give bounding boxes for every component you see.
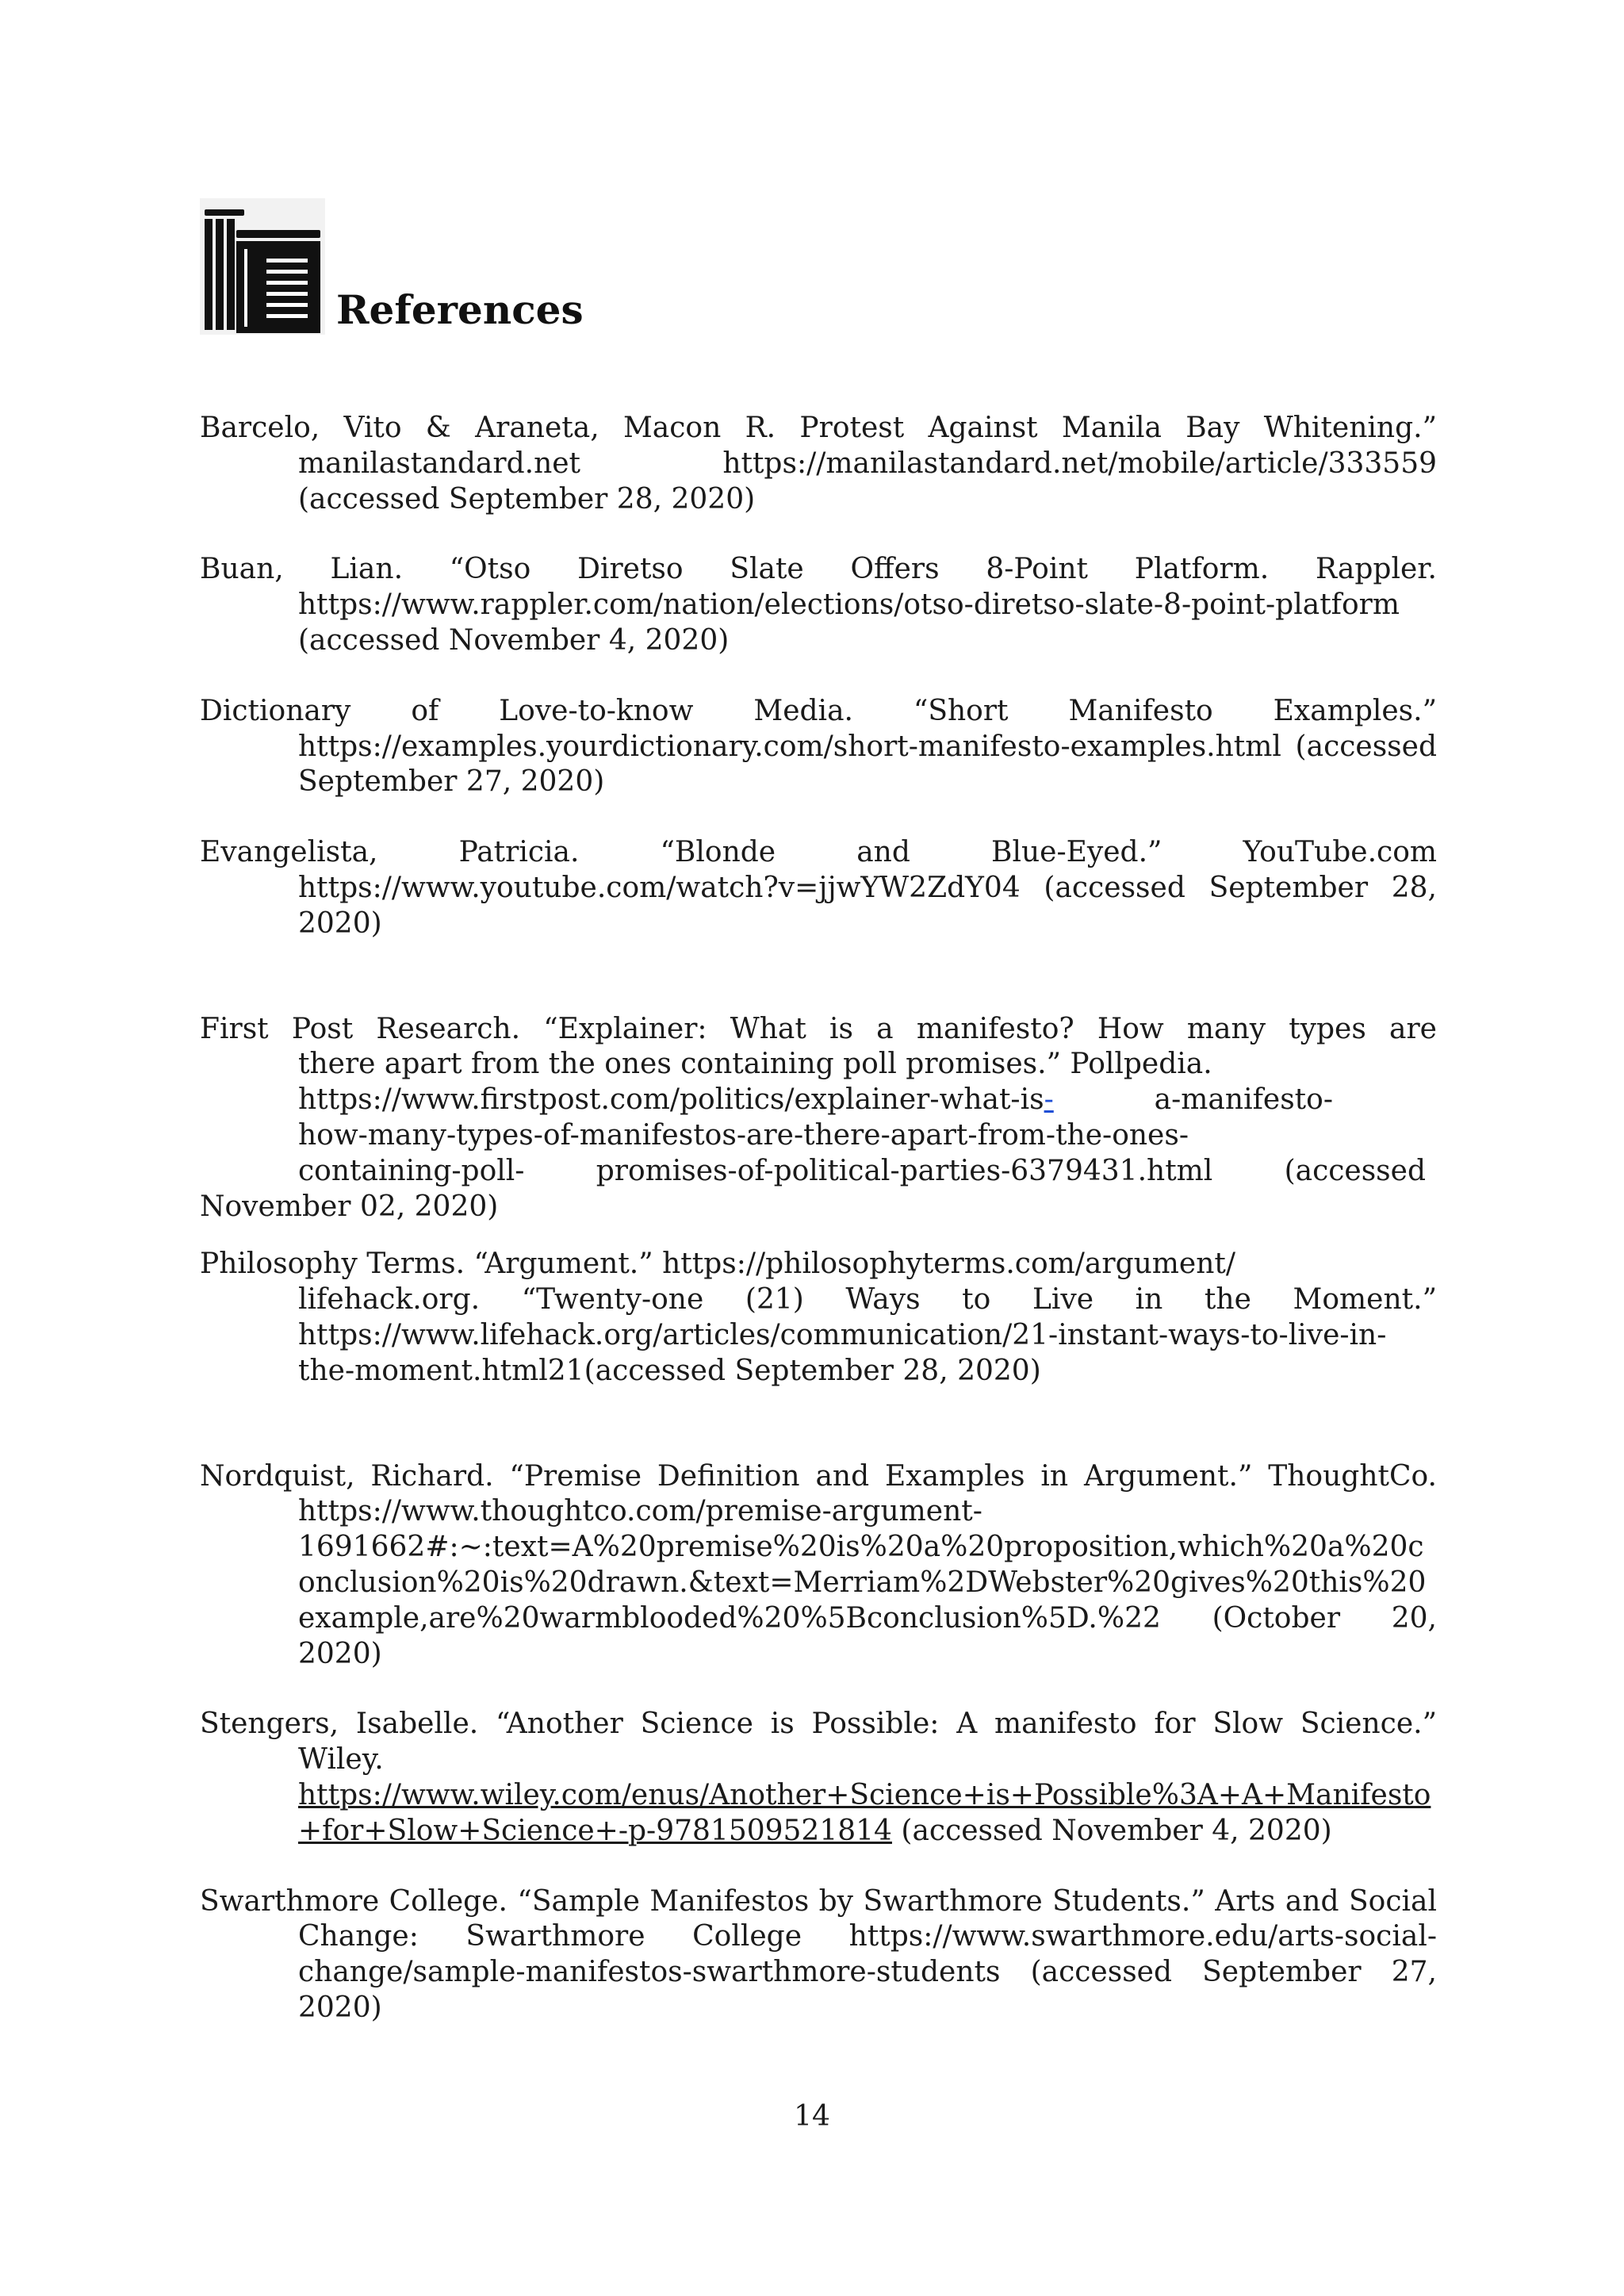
reference-line: First Post Research. “Explainer: What is a manifesto? How many types are xyxy=(200,1012,1437,1045)
section-heading xyxy=(200,198,584,335)
reference-line: lifehack.org. “Twenty-one (21) Ways to Live in the Moment.” https://www.lifehack.org/articles/communication/21-instant-ways-to-live-in-the-moment.html21(accessed September 28, 2020) xyxy=(298,1283,1437,1387)
reference-line: there apart from the ones containing poll promises.” Pollpedia. xyxy=(298,1048,1212,1081)
reference-entry: Buan, Lian. “Otso Diretso Slate Offers 8-Point Platform. Rappler. https://www.rappler.com/nation/elections/otso-diretso-slate-8-point-platform (accessed November 4, 2020) xyxy=(200,553,1437,657)
reference-url-part: promises-of-political-parties-6379431.html xyxy=(596,1154,1213,1187)
reference-line xyxy=(298,1083,1333,1118)
reference-url-part: containing-poll- xyxy=(298,1154,525,1187)
reference-entry: Dictionary of Love-to-know Media. “Short Manifesto Examples.” https://examples.yourdictionary.com/short-manifesto-examples.html (accessed September 27, 2020) xyxy=(200,694,1437,799)
reference-entry xyxy=(200,1707,1437,1849)
reference-url-part: (accessed xyxy=(1284,1154,1426,1187)
reference-text: Stengers, Isabelle. “Another Science is Possible: A manifesto for Slow Science.” Wiley. xyxy=(200,1708,1437,1777)
reference-entry xyxy=(200,1247,1437,1389)
reference-entry xyxy=(200,1012,1437,1225)
reference-line: how-many-types-of-manifestos-are-there-apart-from-the-ones- xyxy=(298,1118,1189,1152)
reference-line: Philosophy Terms. “Argument.” https://philosophyterms.com/argument/ xyxy=(200,1248,1236,1281)
reference-entry: Swarthmore College. “Sample Manifestos by Swarthmore Students.” Arts and Social Change: Swarthmore College https://www.swarthmore.edu/arts-social-change/sample-manifestos-swarthmore-students (accessed September 27, 2020) xyxy=(200,1884,1437,2024)
reference-entry: Nordquist, Richard. “Premise Definition and Examples in Argument.” ThoughtCo. https://www.thoughtco.com/premise-argument-1691662#:~:text=A%20premise%20is%20a%20proposition,which%20a%20conclusion%20is%20drawn.&text=Merriam%2DWebster%20gives%20this%20example,are%20warmblooded%20%5Bconclusion%5D.%22 (October 20, 2020) xyxy=(200,1459,1437,1670)
reference-url-part: a-manifesto- xyxy=(1154,1083,1333,1117)
reference-line: November 02, 2020) xyxy=(200,1190,499,1223)
page-title: References xyxy=(336,286,584,333)
reference-entry: Evangelista, Patricia. “Blonde and Blue-Eyed.” YouTube.com https://www.youtube.com/watch?v=jjwYW2ZdY04 (accessed September 28, 2020) xyxy=(200,836,1437,940)
books-icon xyxy=(200,198,325,335)
reference-list xyxy=(200,411,1437,2061)
reference-text: (accessed November 4, 2020) xyxy=(891,1814,1332,1847)
reference-link[interactable]: - xyxy=(1044,1083,1054,1117)
reference-line xyxy=(298,1154,1426,1190)
page-number: 14 xyxy=(794,2100,830,2133)
reference-entry: Barcelo, Vito & Araneta, Macon R. Protest Against Manila Bay Whitening.” manilastandard.net https://manilastandard.net/mobile/article/333559 (accessed September 28, 2020) xyxy=(200,412,1437,516)
reference-link[interactable]: https://www.wiley.com/enus/Another+Science+is+Possible%3A+A+Manifesto+for+Slow+Science+-p-9781509521814 xyxy=(298,1778,1431,1847)
reference-url-part: https://www.firstpost.com/politics/explainer-what-is- xyxy=(298,1083,1054,1117)
